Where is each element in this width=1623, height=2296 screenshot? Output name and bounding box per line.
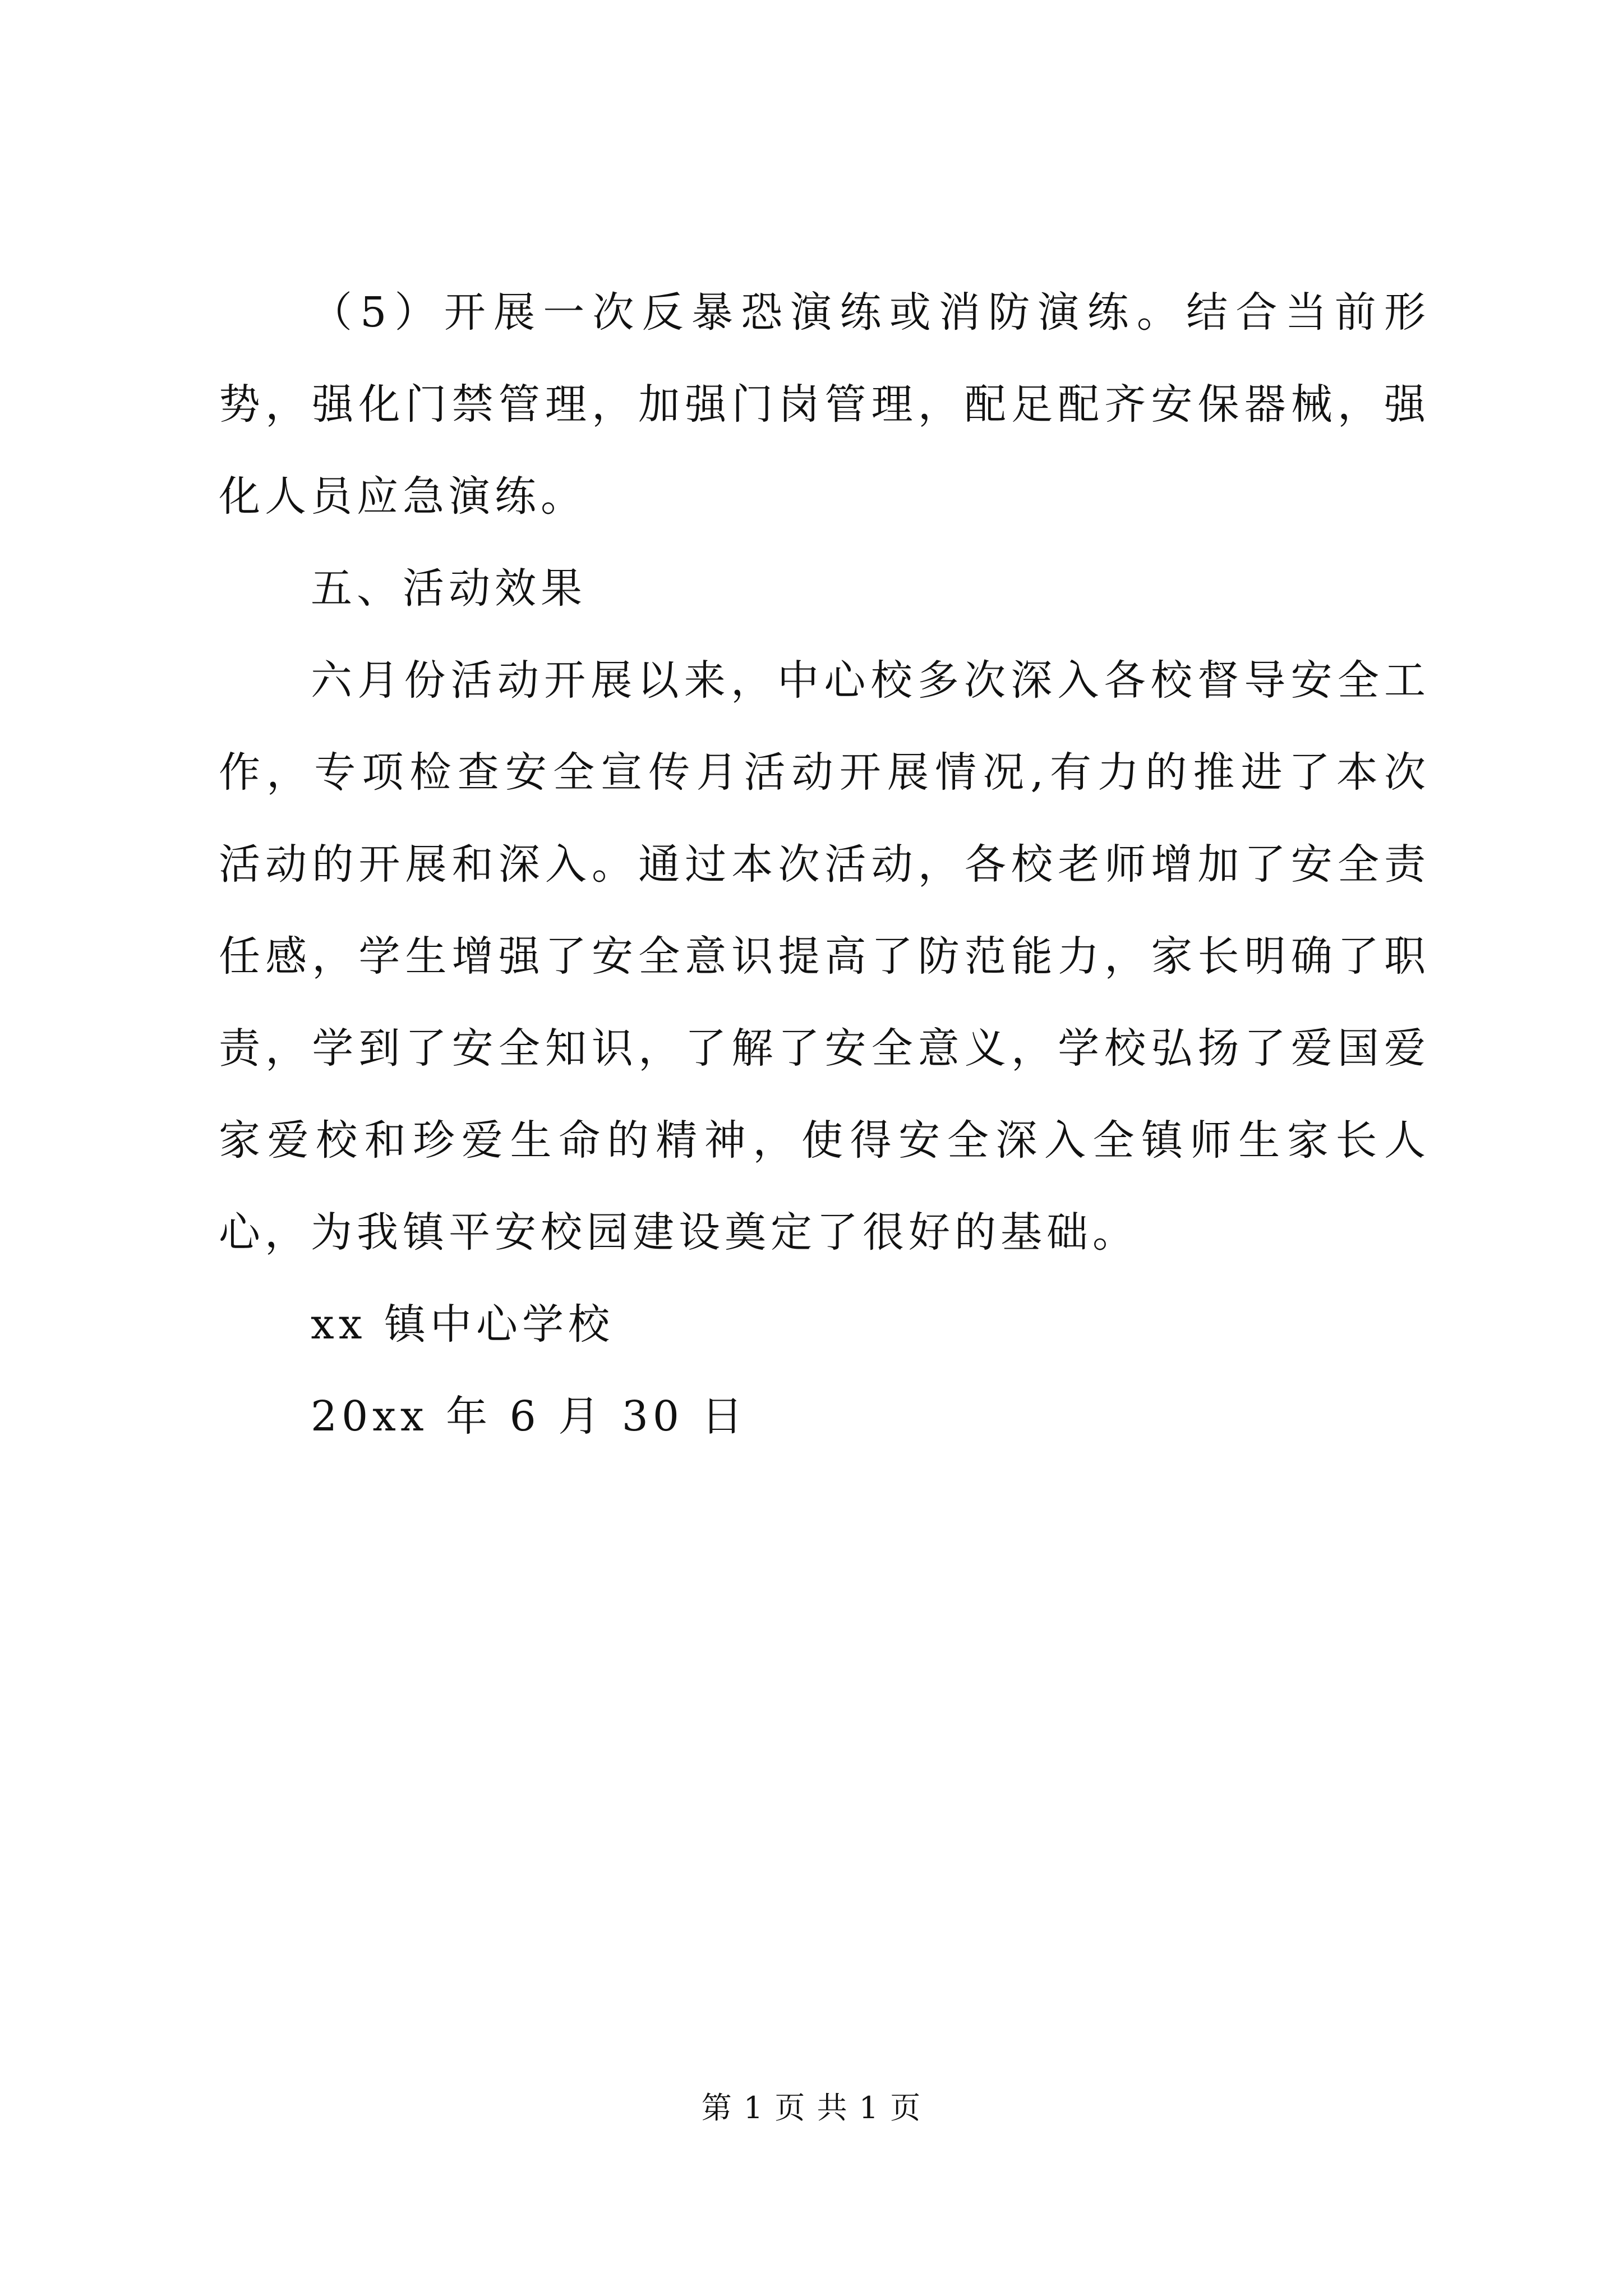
signature-date: 20xx 年 6 月 30 日 <box>311 1392 748 1441</box>
signature-organization: xx 镇中心学校 <box>311 1300 614 1349</box>
paragraph-activity-results: 六月份活动开展以来，中心校多次深入各校督导安全工作，专项检查安全宣传月活动开展情况,有力的推进了本次活动的开展和深入。通过本次活动，各校老师增加了安全责任感，学生增强了安全意识提高了防范能力，家长明确了职责，学到了安全知识，了解了安全意义，学校弘扬了爱国爱家爱校和珍爱生命的精神，使得安全深入全镇师生家长人心，为我镇平安校园建设奠定了很好的基础。 <box>219 656 1430 1257</box>
paragraph-drill-item: （5）开展一次反暴恐演练或消防演练。结合当前形势，强化门禁管理，加强门岗管理，配足配齐安保器械，强化人员应急演练。 <box>219 288 1430 521</box>
document-body <box>219 266 1430 1462</box>
page-footer: 第 1 页 共 1 页 <box>701 2090 922 2125</box>
section-heading-results: 五、活动效果 <box>311 564 587 613</box>
